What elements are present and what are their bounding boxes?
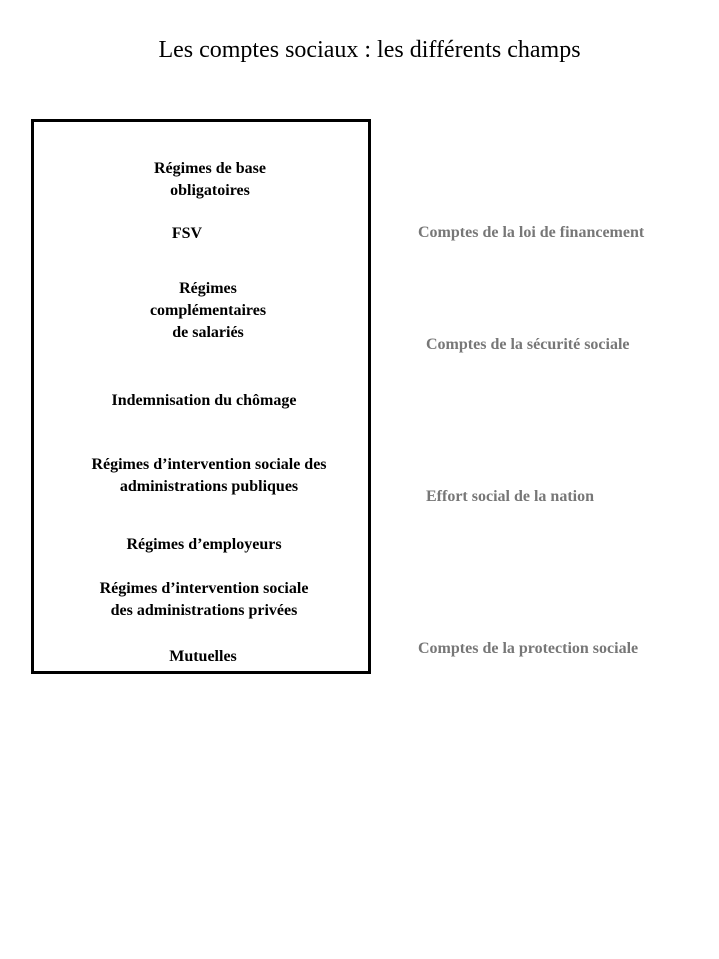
regime-complementaires: Régimes complémentaires de salariés [149,280,267,341]
label-protection-sociale: Comptes de la protection sociale [418,640,639,657]
regime-intervention-privees: Régimes d’intervention sociale des administrations privées [99,580,309,619]
regime-mutuelles: Mutuelles [169,648,237,665]
regime-chomage: Indemnisation du chômage [111,392,297,409]
regime-employeurs: Régimes d’employeurs [126,536,282,553]
regime-base: Régimes de base obligatoires [154,160,266,199]
label-effort-social: Effort social de la nation [426,488,594,505]
page-title: Les comptes sociaux : les différents champs [158,37,581,63]
label-loi-financement: Comptes de la loi de financement [418,224,645,241]
regime-fsv: FSV [171,225,203,242]
label-securite-sociale: Comptes de la sécurité sociale [426,336,630,353]
regime-intervention-publiques: Régimes d’intervention sociale des administrations publiques [91,456,327,495]
